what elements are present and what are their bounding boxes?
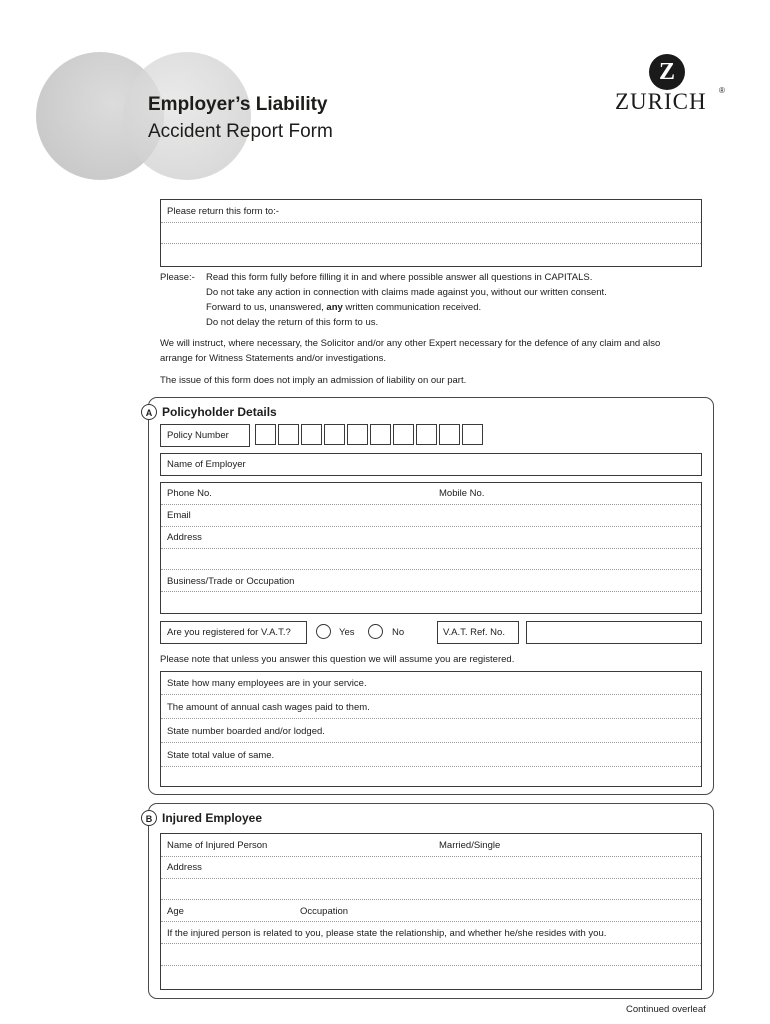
- vat-ref-label: V.A.T. Ref. No.: [443, 627, 505, 638]
- married-single-label: Married/Single: [439, 840, 501, 851]
- instruction-line: Do not take any action in connection with claims made against you, without our written consent.: [206, 287, 607, 298]
- liability-disclaimer: The issue of this form does not imply an admission of liability on our part.: [160, 375, 467, 386]
- instruction-line: Do not delay the return of this form to us.: [206, 317, 379, 328]
- wages-label: The amount of annual cash wages paid to them.: [167, 702, 370, 713]
- total-value-label: State total value of same.: [167, 750, 275, 761]
- policy-number-digit[interactable]: [278, 424, 299, 445]
- age-label: Age: [167, 906, 184, 917]
- injured-name-label: Name of Injured Person: [167, 840, 268, 851]
- vat-yes-label: Yes: [339, 627, 355, 638]
- instruction-line3-pre: Forward to us, unanswered,: [206, 302, 324, 313]
- employees-divider: [161, 766, 701, 767]
- section-a-badge: A: [141, 404, 157, 420]
- instruction-line: Read this form fully before filling it in and where possible answer all questions in CAPITALS.: [206, 272, 593, 283]
- email-label: Email: [167, 510, 191, 521]
- decorative-circle-right: [123, 52, 251, 180]
- business-label: Business/Trade or Occupation: [167, 576, 295, 587]
- contact-divider: [161, 548, 701, 549]
- injured-divider: [161, 965, 701, 966]
- occupation-label: Occupation: [300, 906, 349, 917]
- vat-ref-input[interactable]: [526, 621, 702, 644]
- injured-divider: [161, 943, 701, 944]
- instruction-line3-post: written communication received.: [345, 302, 482, 313]
- policy-number-digit[interactable]: [462, 424, 483, 445]
- instruction-line: [206, 302, 481, 313]
- policy-number-digit[interactable]: [439, 424, 460, 445]
- policy-number-digit[interactable]: [255, 424, 276, 445]
- policy-number-digit[interactable]: [324, 424, 345, 445]
- return-address-label: Please return this form to:-: [167, 206, 279, 217]
- employer-name-label: Name of Employer: [167, 459, 246, 470]
- policy-number-digit[interactable]: [416, 424, 437, 445]
- vat-no-label: No: [392, 627, 405, 638]
- injured-divider: [161, 921, 701, 922]
- address-label: Address: [167, 532, 202, 543]
- vat-note: Please note that unless you answer this question we will assume you are registered.: [160, 654, 515, 665]
- contact-divider: [161, 526, 701, 527]
- brand-name: ZURICH: [615, 89, 707, 114]
- policy-number-digit[interactable]: [393, 424, 414, 445]
- form-subtitle: Accident Report Form: [148, 121, 333, 142]
- contact-divider: [161, 591, 701, 592]
- section-b-badge: B: [141, 810, 157, 826]
- vat-no-radio[interactable]: [368, 624, 383, 639]
- registered-mark: ®: [719, 86, 725, 95]
- mobile-label: Mobile No.: [439, 488, 485, 499]
- return-line-1: [161, 222, 701, 223]
- policy-number-digit[interactable]: [301, 424, 322, 445]
- instruction-paragraph: arrange for Witness Statements and/or investigations.: [160, 353, 387, 364]
- section-b-title: Injured Employee: [162, 811, 263, 825]
- continued-overleaf: Continued overleaf: [626, 1004, 706, 1015]
- instruction-paragraph: We will instruct, where necessary, the Solicitor and/or any other Expert necessary for the defence of any claim and also: [160, 338, 661, 349]
- form-title: Employer’s Liability: [148, 94, 328, 115]
- contact-divider: [161, 504, 701, 505]
- employees-divider: [161, 742, 701, 743]
- policy-number-digit[interactable]: [370, 424, 391, 445]
- return-line-2: [161, 243, 701, 244]
- injured-divider: [161, 856, 701, 857]
- vat-yes-radio[interactable]: [316, 624, 331, 639]
- employees-divider: [161, 718, 701, 719]
- policy-number-digit[interactable]: [347, 424, 368, 445]
- injured-divider: [161, 878, 701, 879]
- instruction-line3-bold: any: [326, 302, 343, 313]
- instructions-prefix: Please:-: [160, 272, 195, 283]
- vat-question-label: Are you registered for V.A.T.?: [167, 627, 291, 638]
- policy-number-label: Policy Number: [167, 430, 229, 441]
- zurich-logo-icon: Z: [649, 54, 685, 90]
- contact-divider: [161, 569, 701, 570]
- section-a-title: Policyholder Details: [162, 405, 277, 419]
- boarded-label: State number boarded and/or lodged.: [167, 726, 325, 737]
- phone-label: Phone No.: [167, 488, 212, 499]
- injured-divider: [161, 899, 701, 900]
- injured-address-label: Address: [167, 862, 202, 873]
- employees-count-label: State how many employees are in your service.: [167, 678, 367, 689]
- relationship-label: If the injured person is related to you, please state the relationship, and whether he/she resides with you.: [167, 928, 607, 939]
- employees-divider: [161, 694, 701, 695]
